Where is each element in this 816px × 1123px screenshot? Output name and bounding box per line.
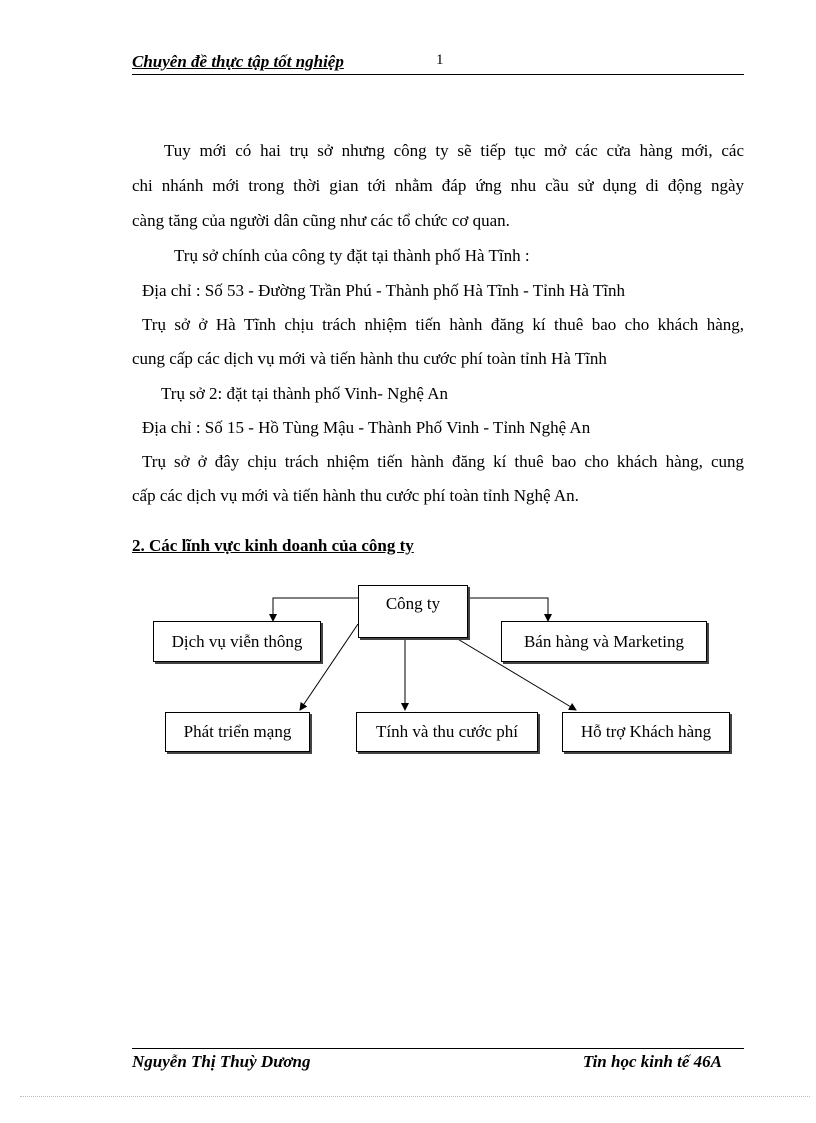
document-title: Chuyên đề thực tập tốt nghiệp	[132, 52, 344, 71]
paragraph-line: Địa chỉ : Số 53 - Đường Trần Phú - Thành phố Hà Tĩnh - Tỉnh Hà Tĩnh	[142, 281, 626, 300]
paragraph-line: Trụ sở ở Hà Tĩnh chịu trách nhiệm tiến hành đăng kí thuê bao cho khách hàng,	[142, 315, 744, 334]
footer-class: Tin học kinh tế 46A	[582, 1052, 722, 1071]
paragraph-line: chi nhánh mới trong thời gian tới nhằm đáp ứng nhu cầu sử dụng di động ngày	[132, 176, 744, 195]
diagram-label: Tính và thu cước phí	[376, 722, 518, 741]
paragraph-line: cung cấp các dịch vụ mới và tiến hành thu cước phí toàn tỉnh Hà Tĩnh	[132, 349, 607, 368]
diagram-label: Phát triển mạng	[183, 722, 292, 741]
diagram-box-tinh-cuoc	[356, 712, 538, 752]
paragraph-line: càng tăng của người dân cũng như các tổ chức cơ quan.	[132, 211, 510, 230]
diagram-root-label: Công ty	[385, 594, 441, 613]
paragraph-line: Trụ sở ở đây chịu trách nhiệm tiến hành đăng kí thuê bao cho khách hàng, cung	[142, 452, 744, 471]
page-edge-divider	[20, 1096, 810, 1097]
section-heading: 2. Các lĩnh vực kinh doanh của công ty	[132, 536, 414, 555]
diagram-box-dich-vu	[153, 621, 321, 662]
paragraph-line: Địa chỉ : Số 15 - Hồ Tùng Mậu - Thành Phố Vinh - Tỉnh Nghệ An	[142, 418, 591, 437]
connector-dich-vu	[273, 598, 358, 621]
diagram-box-ban-hang	[501, 621, 707, 662]
diagram-label: Dịch vụ viễn thông	[171, 631, 303, 651]
paragraph-line: cấp các dịch vụ mới và tiến hành thu cước phí toàn tỉnh Nghệ An.	[132, 486, 579, 505]
diagram-label: Hỗ trợ Khách hàng	[580, 722, 712, 741]
paragraph-line: Tuy mới có hai trụ sở nhưng công ty sẽ tiếp tục mở các cửa hàng mới, các	[164, 141, 744, 160]
paragraph-line: Trụ sở 2: đặt tại thành phố Vinh- Nghệ An	[161, 384, 449, 403]
paragraph-line: Trụ sở chính của công ty đặt tại thành phố Hà Tĩnh :	[174, 246, 530, 265]
connector-ban-hang	[468, 598, 548, 621]
diagram-box-ho-tro	[562, 712, 730, 752]
diagram-label: Bán hàng và Marketing	[523, 631, 685, 651]
footer-author: Nguyễn Thị Thuỳ Dương	[132, 1052, 311, 1071]
page-footer	[132, 1048, 744, 1075]
diagram-root-box	[358, 585, 468, 638]
page-number: 1	[436, 52, 444, 68]
diagram-box-phat-trien	[165, 712, 310, 752]
